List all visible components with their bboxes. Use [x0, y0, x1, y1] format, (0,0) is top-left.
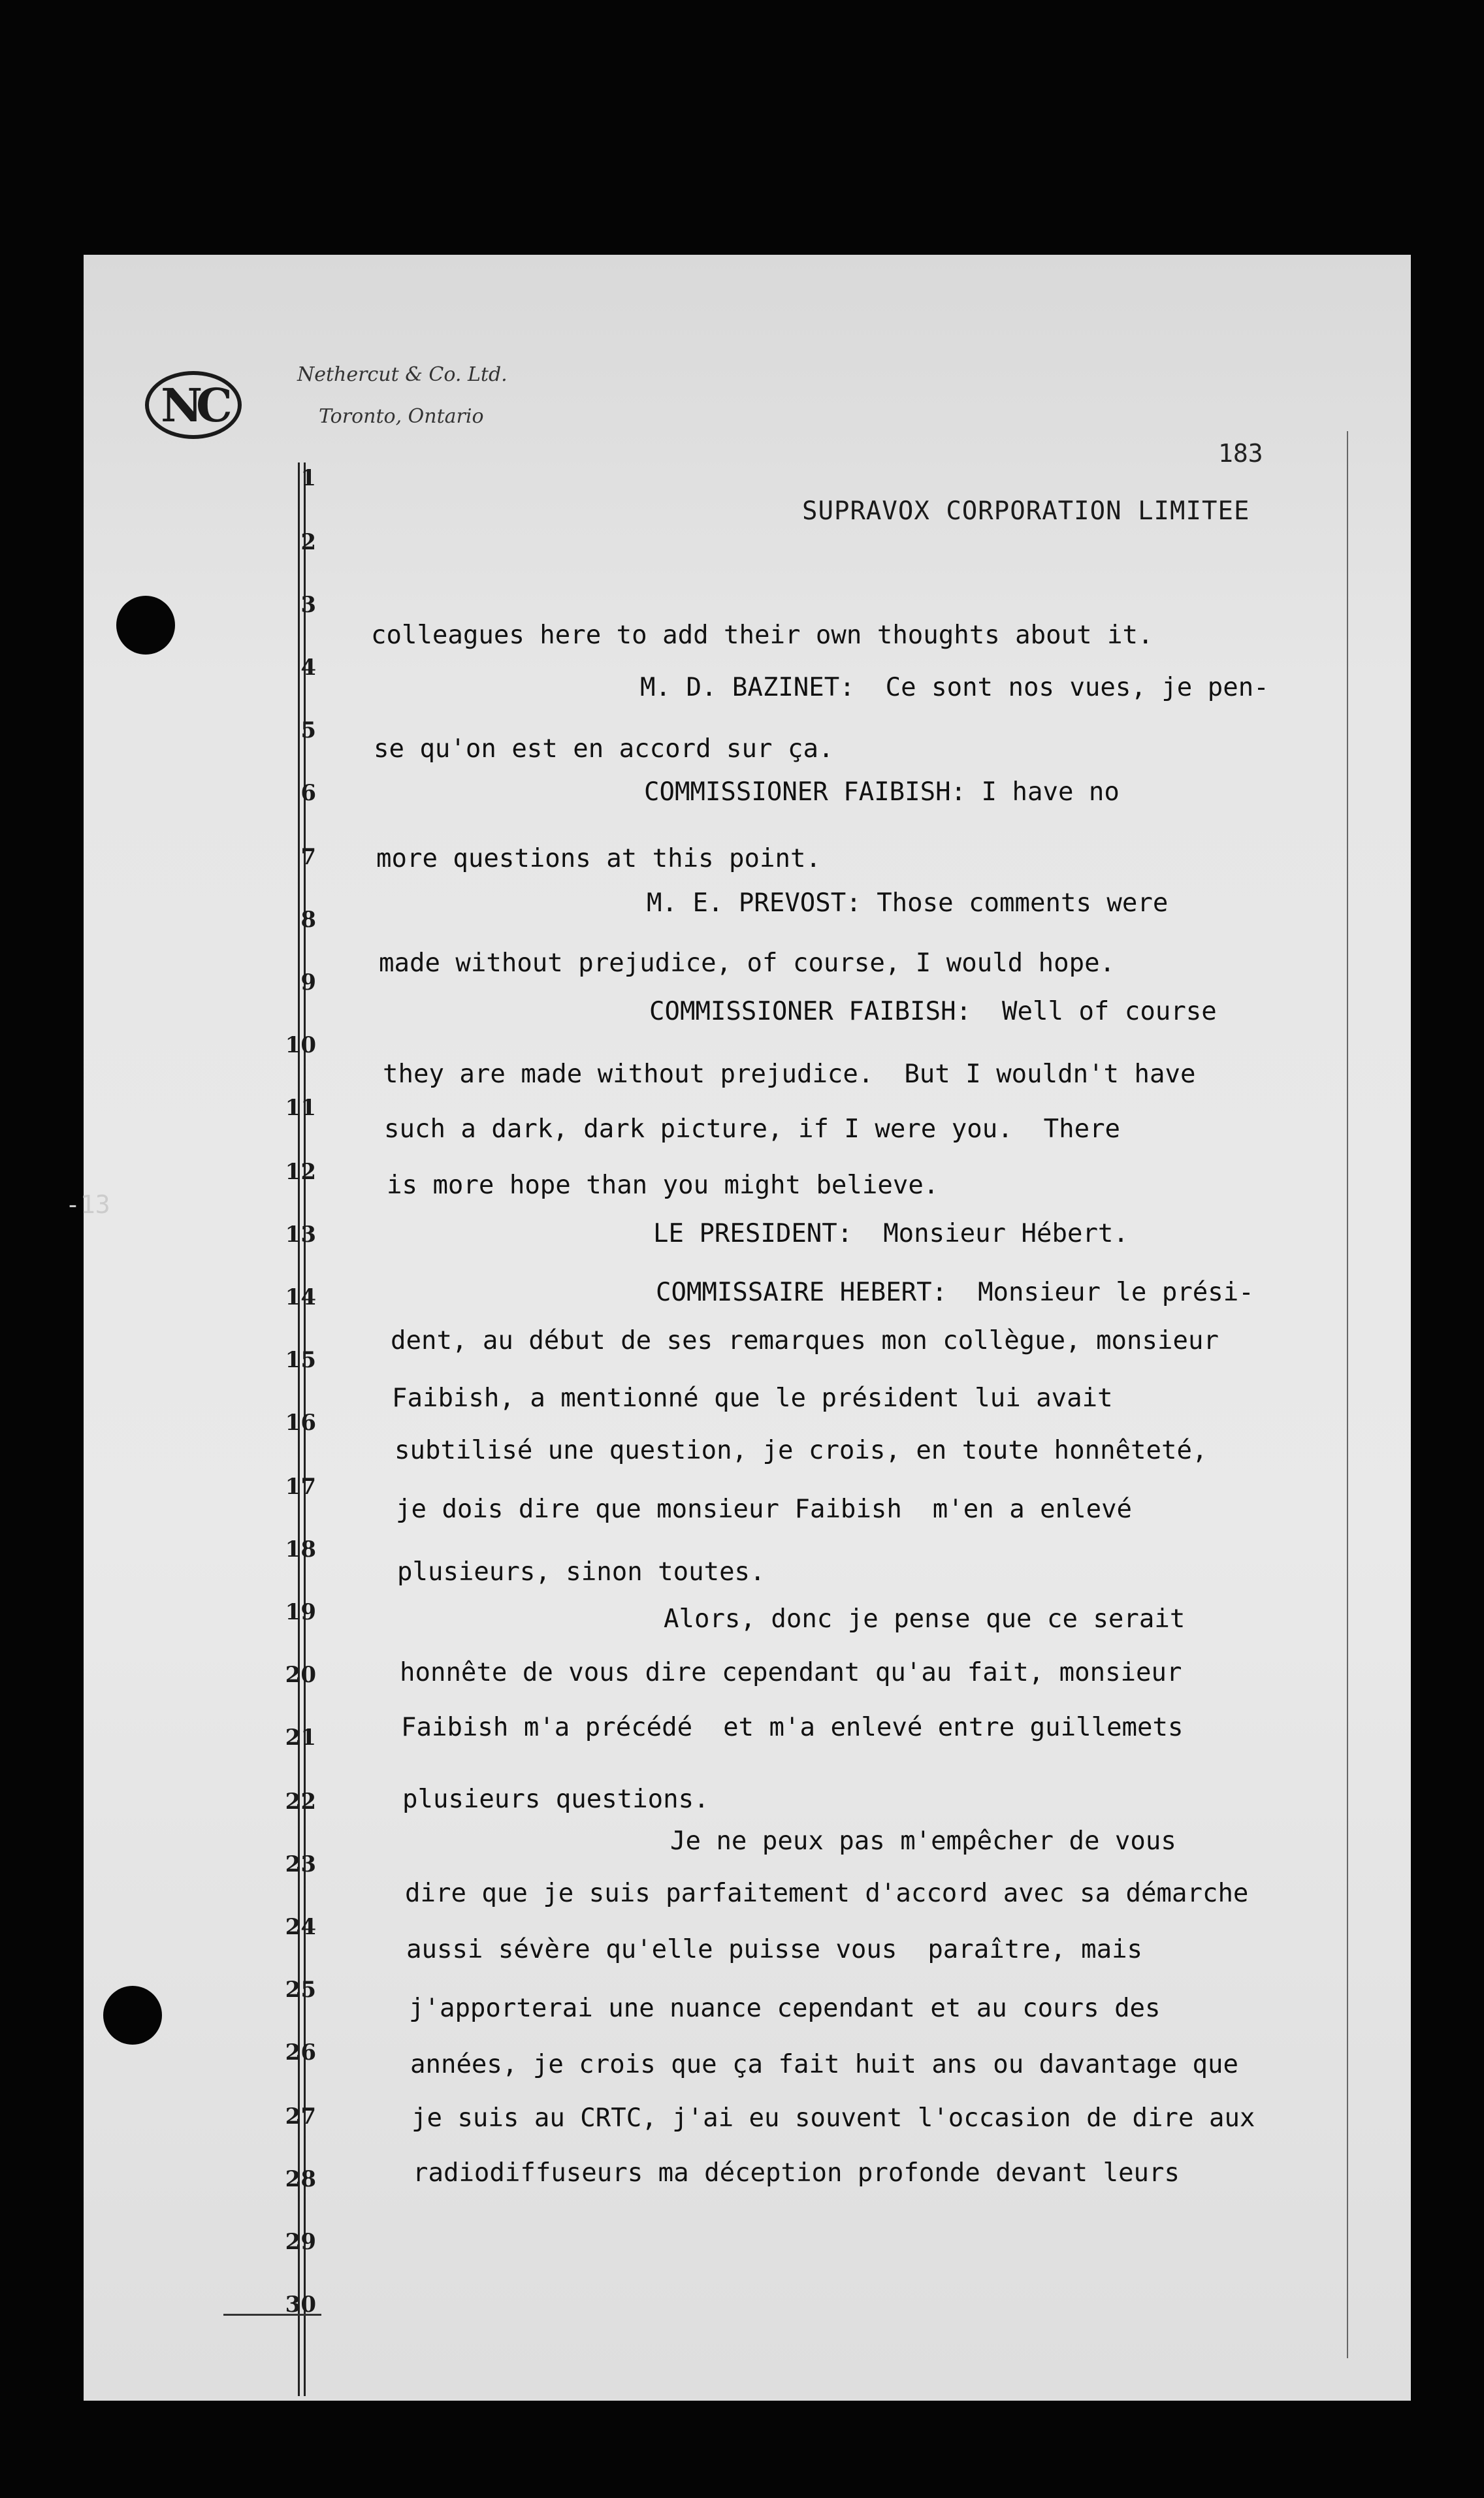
transcript-line: Alors, donc je pense que ce serait — [664, 1604, 1186, 1634]
transcript-line: aussi sévère qu'elle puisse vous paraître, mais — [406, 1935, 1143, 1964]
line-number: 8 — [300, 907, 316, 933]
line-number: 3 — [300, 592, 316, 618]
line-number: 18 — [285, 1536, 316, 1563]
line-number: 28 — [285, 2166, 316, 2192]
transcript-line: such a dark, dark picture, if I were you. There — [384, 1114, 1121, 1144]
transcript-line: COMMISSIONER FAIBISH: Well of course — [649, 997, 1217, 1026]
line-number: 20 — [285, 1662, 316, 1688]
line-number: 11 — [285, 1095, 316, 1121]
line-number: 2 — [300, 529, 316, 555]
letterhead-city: Toronto, Ontario — [319, 405, 484, 428]
line-number: 17 — [285, 1474, 316, 1500]
line-number: 15 — [285, 1347, 316, 1373]
line-number: 26 — [285, 2039, 316, 2066]
line-number: 16 — [285, 1410, 316, 1436]
transcript-line: dent, au début de ses remarques mon collègue, monsieur — [391, 1326, 1219, 1355]
transcript-line: made without prejudice, of course, I would hope. — [379, 949, 1116, 978]
transcript-line: colleagues here to add their own thoughts about it. — [371, 621, 1153, 650]
transcript-line: M. E. PREVOST: Those comments were — [647, 888, 1169, 918]
line-number: 13 — [285, 1222, 316, 1248]
line-number: 23 — [285, 1851, 316, 1877]
transcript-line: Faibish, a mentionné que le président lui avait — [392, 1384, 1113, 1413]
transcript-line: Je ne peux pas m'empêcher de vous — [670, 1826, 1176, 1856]
transcript-line: je dois dire que monsieur Faibish m'en a enlevé — [396, 1495, 1133, 1524]
transcript-line: plusieurs, sinon toutes. — [397, 1557, 766, 1587]
line-number: 12 — [285, 1159, 316, 1185]
letterhead-company: Nethercut & Co. Ltd. — [297, 363, 508, 386]
line-number: 10 — [285, 1032, 316, 1058]
transcript-line: M. D. BAZINET: Ce sont nos vues, je pen- — [640, 673, 1269, 702]
line-number: 14 — [285, 1284, 316, 1310]
line-number: 25 — [285, 1977, 316, 2003]
page-header: SUPRAVOX CORPORATION LIMITEE — [802, 496, 1250, 526]
transcript-line: plusieurs questions. — [402, 1785, 709, 1814]
punch-hole — [116, 596, 175, 655]
line-number: 21 — [285, 1725, 316, 1751]
line-number: 5 — [300, 717, 316, 743]
line-number: 29 — [285, 2229, 316, 2255]
margin-note: -13 — [65, 1190, 110, 1219]
line-number: 1 — [300, 465, 316, 491]
line-number: 22 — [285, 1789, 316, 1815]
transcript-line: they are made without prejudice. But I wouldn't have — [383, 1060, 1196, 1089]
line-number: 30 — [285, 2292, 316, 2318]
transcript-line: années, je crois que ça fait huit ans ou davantage que — [410, 2050, 1238, 2079]
right-margin-rule — [1347, 431, 1348, 2358]
transcript-line: subtilisé une question, je crois, en toute honnêteté, — [395, 1436, 1208, 1465]
transcript-line: honnête de vous dire cependant qu'au fait, monsieur — [400, 1658, 1182, 1687]
transcript-line: more questions at this point. — [376, 844, 821, 873]
page-number: 183 — [1218, 439, 1263, 468]
transcript-line: LE PRESIDENT: Monsieur Hébert. — [653, 1219, 1129, 1248]
punch-hole — [103, 1986, 162, 2045]
transcript-line: COMMISSIONER FAIBISH: I have no — [644, 777, 1120, 807]
transcript-line: Faibish m'a précédé et m'a enlevé entre guillemets — [401, 1713, 1184, 1742]
transcript-line: dire que je suis parfaitement d'accord avec sa démarche — [405, 1879, 1249, 1908]
transcript-line: j'apporterai une nuance cependant et au cours des — [409, 1994, 1161, 2023]
line-number: 9 — [300, 969, 316, 996]
line-number: 6 — [300, 780, 316, 806]
line-number: 27 — [285, 2103, 316, 2130]
line-number: 7 — [300, 844, 316, 870]
line-number: 4 — [300, 655, 316, 681]
transcript-line: is more hope than you might believe. — [387, 1171, 939, 1200]
transcript-line: COMMISSAIRE HEBERT: Monsieur le prési- — [656, 1278, 1254, 1307]
line-number: 19 — [285, 1599, 316, 1625]
transcript-line: radiodiffuseurs ma déception profonde devant leurs — [413, 2158, 1180, 2188]
company-logo: NC — [145, 371, 242, 439]
line-number: 24 — [285, 1914, 316, 1940]
transcript-line: je suis au CRTC, j'ai eu souvent l'occasion de dire aux — [411, 2103, 1255, 2133]
transcript-line: se qu'on est en accord sur ça. — [374, 734, 834, 764]
